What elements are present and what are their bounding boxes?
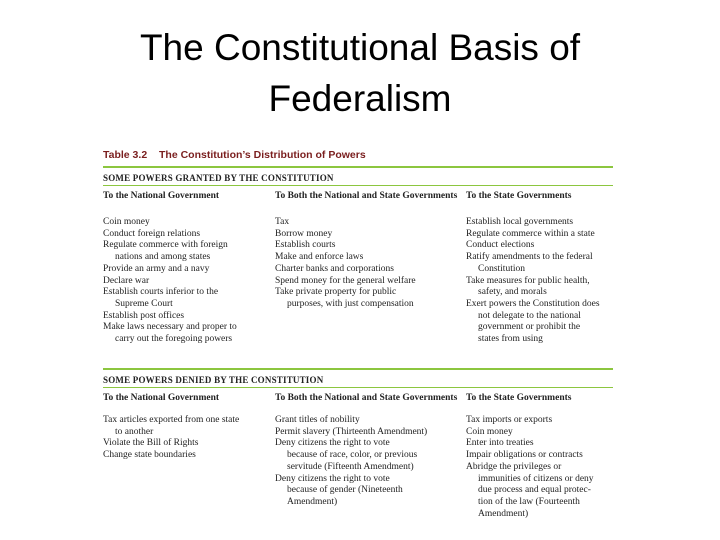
denied-column-headers bbox=[103, 388, 613, 415]
column-header: To the National Government bbox=[103, 191, 220, 201]
list-item: due process and equal protec- bbox=[478, 485, 591, 496]
list-item: Impair obligations or contracts bbox=[466, 450, 583, 461]
slide-title bbox=[0, 22, 720, 124]
list-item: Establish courts bbox=[275, 240, 336, 251]
list-item: Deny citizens the right to vote bbox=[275, 473, 390, 484]
slide-title-line-1: The Constitutional Basis of bbox=[139, 27, 581, 68]
denied-section bbox=[103, 370, 613, 520]
list-item: Spend money for the general welfare bbox=[275, 275, 416, 286]
list-item: servitude (Fifteenth Amendment) bbox=[287, 461, 414, 472]
list-item: Ratify amendments to the federal bbox=[466, 252, 593, 263]
list-item: tion of the law (Fourteenth bbox=[478, 496, 580, 507]
table-caption bbox=[103, 148, 613, 162]
list-item: not delegate to the national bbox=[478, 310, 581, 321]
list-item: nations and among states bbox=[115, 252, 211, 263]
list-item: states from using bbox=[478, 334, 543, 345]
powers-table bbox=[103, 148, 613, 520]
column-header: To the State Governments bbox=[466, 191, 572, 201]
column-list bbox=[275, 217, 466, 364]
list-item: Amendment) bbox=[287, 496, 338, 507]
list-item: Constitution bbox=[478, 263, 525, 274]
granted-column-headers bbox=[103, 186, 613, 217]
column-header: To Both the National and State Governments bbox=[275, 393, 458, 403]
section-heading-granted: SOME POWERS GRANTED BY THE CONSTITUTION bbox=[103, 173, 334, 183]
list-item: Conduct elections bbox=[466, 240, 535, 251]
table-title: The Constitution’s Distribution of Powers bbox=[159, 149, 366, 161]
list-item: Take measures for public health, bbox=[466, 275, 590, 286]
list-item: Declare war bbox=[103, 275, 150, 286]
list-item: Borrow money bbox=[275, 228, 333, 239]
list-item: Amendment) bbox=[478, 508, 529, 519]
list-item: Deny citizens the right to vote bbox=[275, 438, 390, 449]
slide-title-line-2: Federalism bbox=[268, 78, 452, 119]
list-item: Regulate commerce with foreign bbox=[103, 240, 228, 251]
list-item: Charter banks and corporations bbox=[275, 263, 394, 274]
granted-section bbox=[103, 168, 613, 364]
granted-columns bbox=[103, 217, 613, 364]
list-item: safety, and morals bbox=[478, 287, 547, 298]
list-item: Tax bbox=[275, 217, 290, 227]
list-item: Conduct foreign relations bbox=[103, 228, 201, 239]
list-item: Regulate commerce within a state bbox=[466, 228, 595, 239]
list-item: because of gender (Nineteenth bbox=[287, 485, 403, 496]
list-item: Make laws necessary and proper to bbox=[103, 322, 237, 333]
list-item: Provide an army and a navy bbox=[103, 263, 210, 274]
list-item: Establish courts inferior to the bbox=[103, 287, 219, 298]
list-item: Exert powers the Constitution does bbox=[466, 298, 600, 309]
column-list bbox=[103, 217, 275, 364]
list-item: carry out the foregoing powers bbox=[115, 334, 233, 345]
list-item: Violate the Bill of Rights bbox=[103, 438, 199, 449]
column-header: To the National Government bbox=[103, 393, 220, 403]
list-item: Make and enforce laws bbox=[275, 252, 364, 263]
section-heading-denied: SOME POWERS DENIED BY THE CONSTITUTION bbox=[103, 375, 324, 385]
list-item: Enter into treaties bbox=[466, 438, 534, 449]
list-item: purposes, with just compensation bbox=[287, 298, 414, 309]
list-item: Take private property for public bbox=[275, 287, 397, 298]
list-item: Establish local governments bbox=[466, 217, 574, 227]
denied-columns bbox=[103, 415, 613, 520]
list-item: Change state boundaries bbox=[103, 450, 196, 461]
column-list bbox=[466, 217, 613, 364]
list-item: Grant titles of nobility bbox=[275, 415, 360, 425]
column-header: To the State Governments bbox=[466, 393, 572, 403]
column-list bbox=[103, 415, 275, 520]
list-item: government or prohibit the bbox=[478, 322, 581, 333]
table-number: Table 3.2 bbox=[103, 149, 148, 161]
list-item: Coin money bbox=[466, 426, 513, 437]
list-item: Establish post offices bbox=[103, 310, 185, 321]
list-item: Permit slavery (Thirteenth Amendment) bbox=[275, 426, 428, 437]
list-item: immunities of citizens or deny bbox=[478, 473, 594, 484]
list-item: Abridge the privileges or bbox=[466, 461, 562, 472]
column-list bbox=[466, 415, 613, 520]
list-item: Supreme Court bbox=[115, 298, 173, 309]
list-item: Tax articles exported from one state bbox=[103, 415, 240, 425]
list-item: because of race, color, or previous bbox=[287, 450, 418, 461]
list-item: Tax imports or exports bbox=[466, 415, 553, 425]
column-list bbox=[275, 415, 466, 520]
list-item: to another bbox=[115, 426, 154, 437]
column-header: To Both the National and State Governments bbox=[275, 191, 458, 201]
list-item: Coin money bbox=[103, 217, 150, 227]
